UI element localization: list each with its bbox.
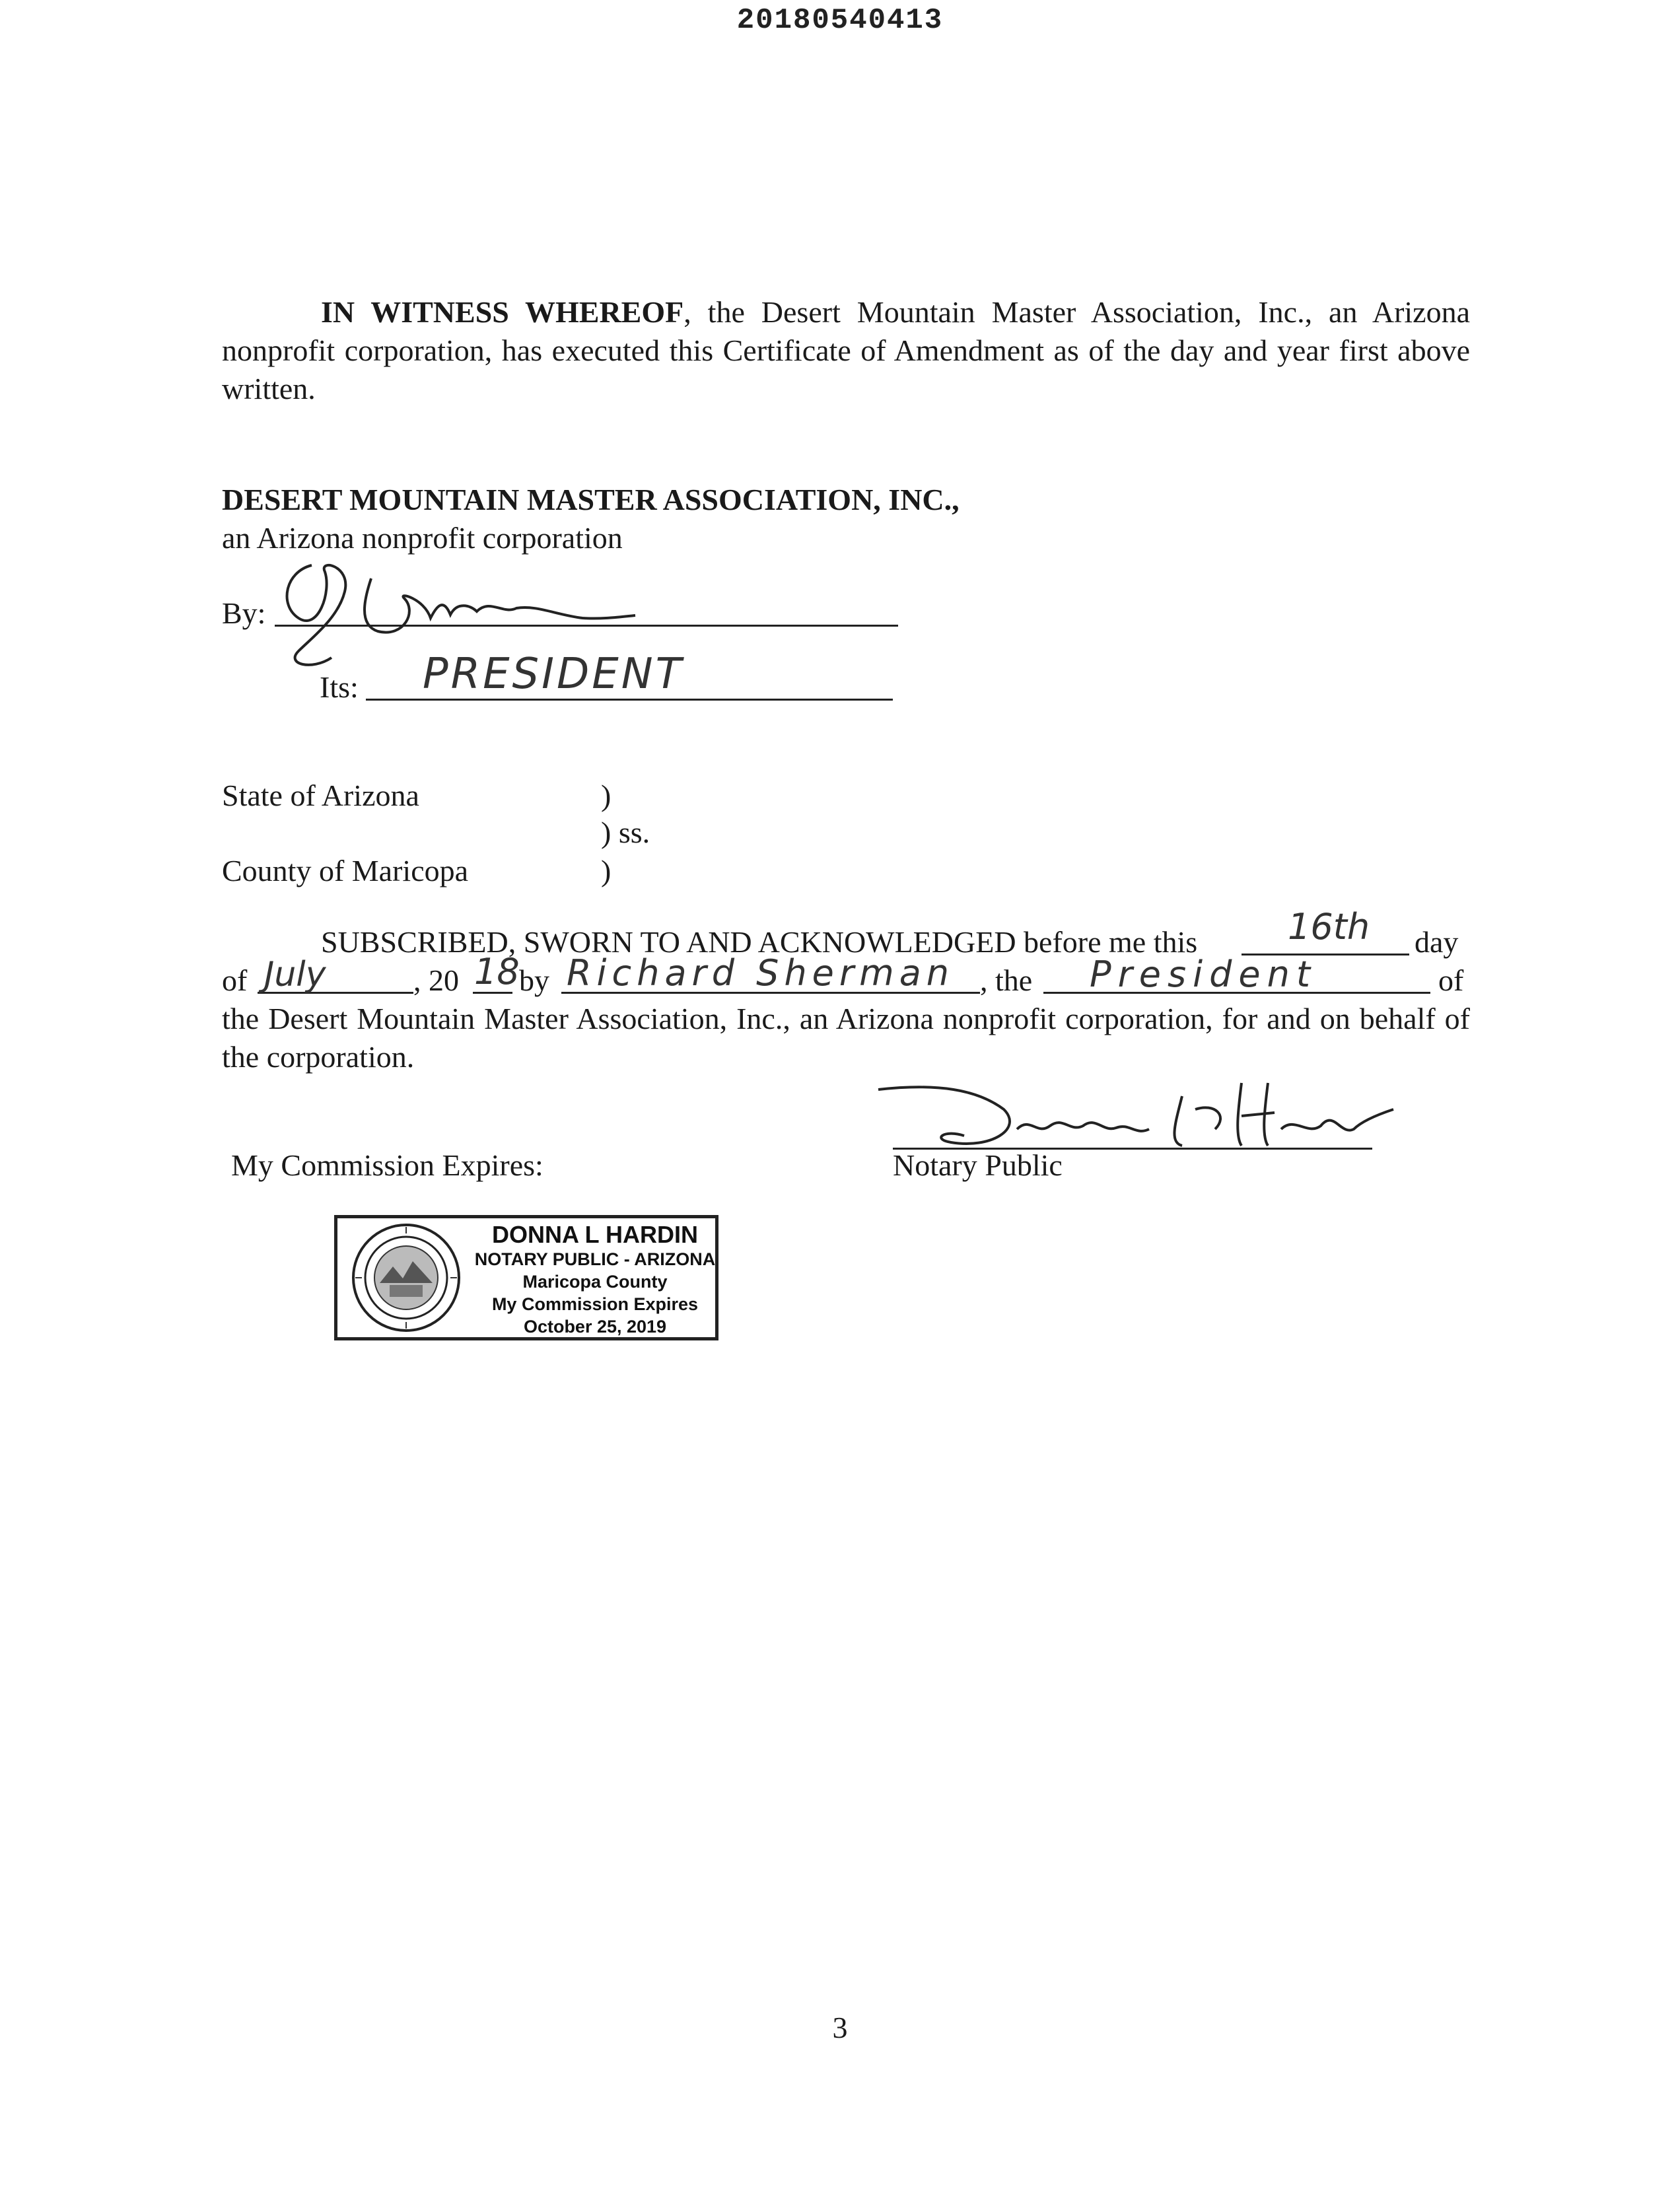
ack-rest: the Desert Mountain Master Association, Inc., an Arizona nonprofit corporation, for and on behalf of the corporation. [222, 1002, 1470, 1074]
the-word: , the [980, 963, 1033, 997]
day-label: day [1415, 925, 1459, 959]
stamp-line-4: October 25, 2019 [523, 1317, 667, 1336]
org-description: an Arizona nonprofit corporation [222, 521, 623, 555]
document-number: 20180540413 [736, 4, 944, 37]
notary-public-label: Notary Public [893, 1148, 1063, 1182]
venue-paren-ss: ) ss. [601, 816, 650, 849]
page-number: 3 [832, 2011, 848, 2044]
name-value: Richard Sherman [567, 952, 955, 994]
year-value: 18 [474, 951, 520, 992]
stamp-line-2: Maricopa County [522, 1272, 668, 1292]
stamp-text [473, 1222, 717, 1338]
county-label: County of Maricopa [222, 854, 469, 887]
its-value: PRESIDENT [423, 650, 684, 699]
stamp-name: DONNA L HARDIN [492, 1221, 698, 1248]
title-value: President [1090, 954, 1317, 995]
stamp-line-3: My Commission Expires [491, 1294, 699, 1314]
venue-paren-3: ) [601, 854, 612, 887]
venue-paren-1: ) [601, 779, 612, 812]
witness-text: , the Desert Mountain Master Association, Inc., an Arizona nonprofit corporation, has executed this Certificate of Amendment as of the day and year first above written. [222, 295, 1471, 405]
by-word: by [519, 963, 549, 997]
its-label: Its: [320, 670, 359, 704]
witness-lead: IN WITNESS WHEREOF [321, 295, 684, 329]
its-line [366, 699, 893, 701]
state-seal-icon [343, 1220, 469, 1335]
by-label: By: [222, 596, 266, 630]
witness-paragraph [222, 293, 1470, 408]
year-prefix: , 20 [413, 963, 459, 997]
stamp-line-1: NOTARY PUBLIC - ARIZONA [474, 1249, 716, 1269]
of-label: of [222, 963, 248, 997]
month-value: July [264, 955, 326, 994]
commission-label: My Commission Expires: [231, 1148, 543, 1182]
state-label: State of Arizona [222, 779, 419, 812]
ack-line-1: SUBSCRIBED, SWORN TO AND ACKNOWLEDGED before me this [321, 925, 1198, 959]
day-value: 16th [1288, 906, 1370, 948]
of-end: of [1438, 963, 1464, 997]
org-name: DESERT MOUNTAIN MASTER ASSOCIATION, INC., [222, 483, 960, 516]
